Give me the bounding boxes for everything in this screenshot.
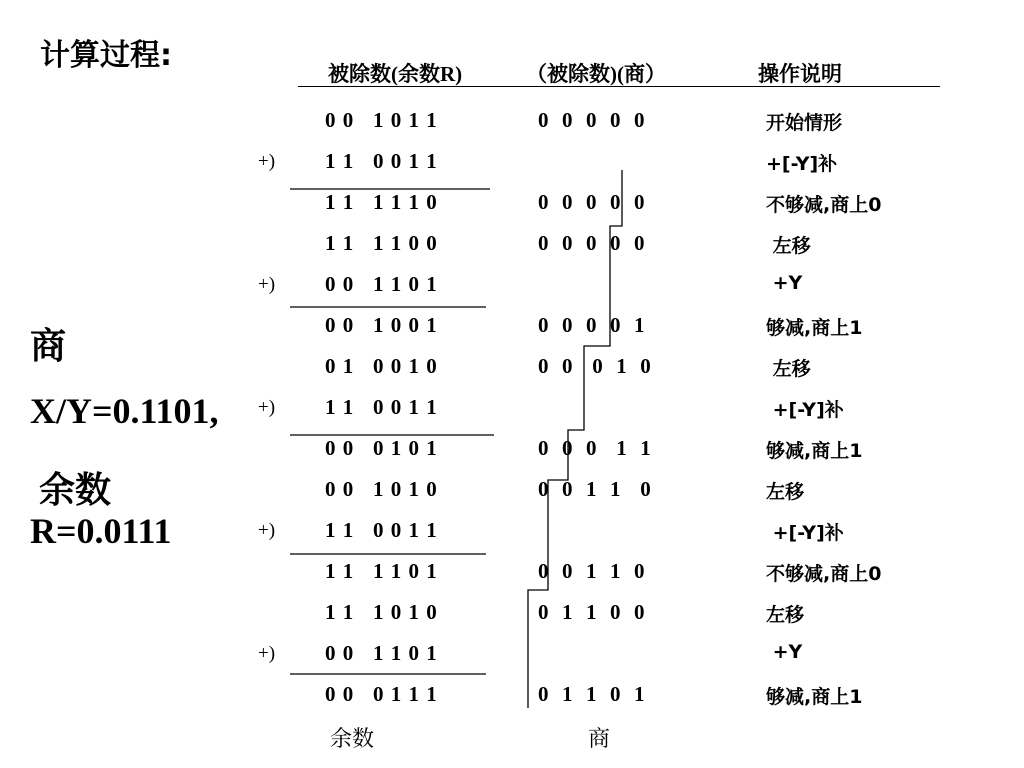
operation-note: 左移 <box>766 235 811 257</box>
footer-remainder-label: 余数 <box>330 726 375 751</box>
step-row <box>0 559 1024 589</box>
step-row <box>0 149 1024 179</box>
quotient-value: 0 0 1 1 0 <box>538 559 646 583</box>
plus-marker: +) <box>258 151 276 172</box>
quotient-value: 0 1 1 0 0 <box>538 600 646 624</box>
step-row <box>0 313 1024 343</box>
operation-note: 够减,商上1 <box>766 686 863 708</box>
operation-note: 不够减,商上0 <box>766 194 882 216</box>
quotient-value: X/Y=0.1101, <box>30 391 219 431</box>
quotient-value: 0 0 0 0 0 <box>538 190 646 214</box>
dividend-value: 1 1 1 1 0 1 <box>325 559 438 583</box>
dividend-value: 1 1 1 0 1 0 <box>325 600 438 624</box>
step-row <box>0 272 1024 302</box>
dividend-value: 0 0 1 0 1 0 <box>325 477 438 501</box>
step-row <box>0 600 1024 630</box>
plus-marker: +) <box>258 520 276 541</box>
header-dividend: 被除数(余数R) <box>328 62 463 86</box>
footer-quotient-label: 商 <box>588 726 611 751</box>
dividend-value: 1 1 0 0 1 1 <box>325 518 438 542</box>
operation-note: +Y <box>766 641 803 663</box>
operation-note: 开始情形 <box>766 112 843 134</box>
operation-note: +[-Y]补 <box>766 522 844 544</box>
step-row <box>0 682 1024 712</box>
operation-note: 左移 <box>766 604 805 626</box>
dividend-value: 0 0 1 0 1 1 <box>325 108 438 132</box>
dividend-value: 0 0 0 1 0 1 <box>325 436 438 460</box>
step-row <box>0 477 1024 507</box>
step-row <box>0 190 1024 220</box>
operation-note: 左移 <box>766 358 811 380</box>
page-title: 计算过程: <box>40 38 172 73</box>
header-quotient: （被除数)(商） <box>526 62 666 86</box>
plus-marker: +) <box>258 274 276 295</box>
quotient-value: 0 0 1 1 0 <box>538 477 652 501</box>
step-row <box>0 395 1024 425</box>
operation-note: 左移 <box>766 481 805 503</box>
step-row <box>0 641 1024 671</box>
remainder-value: R=0.0111 <box>30 511 172 551</box>
quotient-value: 0 1 1 0 1 <box>538 682 646 706</box>
header-divider <box>298 86 940 87</box>
dividend-value: 1 1 1 1 1 0 <box>325 190 438 214</box>
operation-note: +[-Y]补 <box>766 399 844 421</box>
dividend-value: 0 0 1 1 0 1 <box>325 641 438 665</box>
quotient-value: 0 0 0 1 1 <box>538 436 652 460</box>
dividend-value: 1 1 0 0 1 1 <box>325 149 438 173</box>
dividend-value: 0 0 1 1 0 1 <box>325 272 438 296</box>
operation-note: +Y <box>766 272 803 294</box>
quotient-value: 0 0 0 1 0 <box>538 354 652 378</box>
header-note: 操作说明 <box>758 62 842 86</box>
operation-note: 够减,商上1 <box>766 440 863 462</box>
remainder-label: 余数 <box>30 470 112 510</box>
plus-marker: +) <box>258 643 276 664</box>
quotient-value: 0 0 0 0 1 <box>538 313 646 337</box>
step-row <box>0 518 1024 548</box>
quotient-label: 商 <box>30 326 67 366</box>
quotient-value: 0 0 0 0 0 <box>538 108 646 132</box>
operation-note: 够减,商上1 <box>766 317 863 339</box>
dividend-value: 0 1 0 0 1 0 <box>325 354 438 378</box>
plus-marker: +) <box>258 397 276 418</box>
operation-note: +[-Y]补 <box>766 153 838 175</box>
step-row <box>0 436 1024 466</box>
step-row <box>0 231 1024 261</box>
operation-note: 不够减,商上0 <box>766 563 882 585</box>
dividend-value: 1 1 1 1 0 0 <box>325 231 438 255</box>
dividend-value: 0 0 1 0 0 1 <box>325 313 438 337</box>
step-row <box>0 108 1024 138</box>
dividend-value: 1 1 0 0 1 1 <box>325 395 438 419</box>
quotient-value: 0 0 0 0 0 <box>538 231 646 255</box>
dividend-value: 0 0 0 1 1 1 <box>325 682 438 706</box>
step-row <box>0 354 1024 384</box>
